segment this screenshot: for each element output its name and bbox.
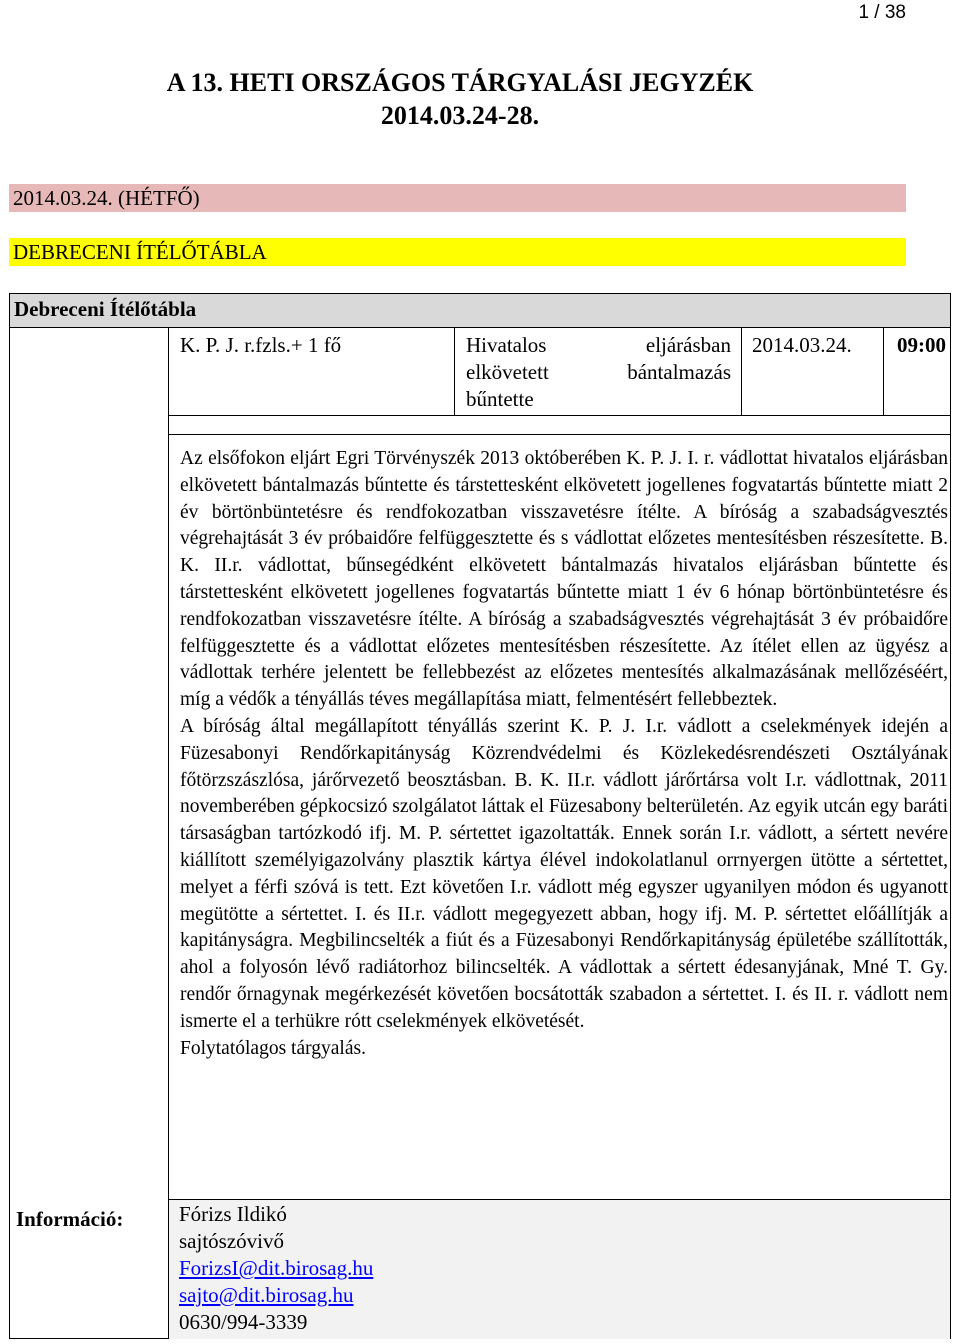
charge-text-right	[570, 332, 731, 386]
hearing-table	[9, 293, 951, 1339]
info-panel	[169, 1199, 950, 1339]
charge-word: bántalmazás	[627, 360, 731, 384]
date-divider	[741, 327, 742, 415]
left-column-divider	[168, 327, 169, 1339]
hearing-date: 2014.03.24.	[752, 333, 852, 357]
case-parties: K. P. J. r.fzls.+ 1 fő	[180, 333, 342, 357]
charge-word: bűntette	[466, 387, 534, 411]
charge-word: eljárásban	[645, 333, 731, 357]
description-paragraph: Folytatólagos tárgyalás.	[180, 1037, 366, 1059]
court-header: DEBRECENI ÍTÉLŐTÁBLA	[9, 238, 906, 266]
case-row-bottom-line	[168, 415, 950, 416]
page-number: 1 / 38	[858, 2, 906, 23]
day-header: 2014.03.24. (HÉTFŐ)	[9, 184, 906, 212]
document-title	[0, 66, 920, 132]
contact-phone: 0630/994-3339	[179, 1310, 308, 1334]
case-description	[180, 446, 948, 1062]
court-name: Debreceni Ítélőtábla	[10, 294, 950, 328]
contact-email-link[interactable]: ForizsI@dit.birosag.hu	[179, 1256, 374, 1280]
info-label: Információ:	[16, 1207, 124, 1231]
hearing-time: 09:00	[897, 333, 946, 357]
charge-word: elkövetett	[466, 360, 549, 384]
contact-role: sajtószóvivő	[179, 1229, 284, 1253]
description-top-line	[168, 434, 950, 435]
title-line-2: 2014.03.24-28.	[380, 101, 540, 130]
charge-text-left	[466, 332, 549, 413]
description-paragraph: Az elsőfokon eljárt Egri Törvényszék 2013 októberében K. P. J. I. r. vádlottat hivatalos eljárásban elkövetett bántalmazás bűntette és társtettesként elkövetett jogellenes fogvatartás bűntette miatt 2 év börtönbüntetésre és rendfokozatban visszavetésre ítélte. A bíróság a szabadságvesztés végrehajtását 3 év próbaidőre felfüggesztette és s vádlottat előzetes mentesítésben részesítette. B. K. II.r. vádlottat, bűnsegédként elkövetett bántalmazás hivatalos eljárásban bűntette és társtettesként elkövetett jogellenes fogvatartás bűntette miatt 1 év 6 hónap börtönbüntetésre és rendfokozatban visszavetésre ítélte. A bíróság a szabadságvesztés végrehajtását 3 év próbaidőre felfüggesztette és a vádlottat előzetes mentesítésben részesítette. Az ítélet ellen az ügyész a vádlottak terhére jelentett be fellebbezést az előzetes mentesítés alkalmazásának mellőzéséért, míg a védők a tényállás téves megállapítása miatt, felmentésért fellebbeztek.	[180, 448, 948, 711]
title-line-1: A 13. HETI ORSZÁGOS TÁRGYALÁSI JEGYZÉK	[166, 68, 754, 97]
contact-name: Fórizs Ildikó	[179, 1202, 287, 1226]
press-email-link[interactable]: sajto@dit.birosag.hu	[179, 1283, 354, 1307]
charge-divider	[454, 327, 455, 415]
time-divider	[883, 327, 884, 415]
charge-word: Hivatalos	[466, 333, 547, 357]
description-paragraph: A bíróság által megállapított tényállás szerint K. P. J. I.r. vádlott a cselekmények idején a Füzesabonyi Rendőrkapitányság Közrendvédelmi és Közlekedésrendészeti Osztályának főtörzszászlósa, járőrvezető beosztásban. B. K. II.r. vádlott járőrtársa volt I.r. vádlottnak, 2011 novemberében gépkocsizó szolgálatot láttak el Füzesabony belterületén. Az egyik utcán egy baráti társaságban tartózkodó ifj. M. P. sértettet igazoltatták. Ennek során I.r. vádlott, a sértett nevére kiállított személyigazolvány plasztik kártya élével indokolatlanul orrnyergen ütötte a sértettet, melyet a férfi szóvá is tett. Ezt követően I.r. vádlott még egyszer ugyanilyen módon és ugyanott megütötte a sértettet. I. és II.r. vádlott megegyezett abban, hogy ifj. M. P. sértettet előállítják a kapitányságra. Megbilincselték a fiút és a Füzesabonyi Rendőrkapitányság épületébe szállították, ahol a folyosón lévő radiátorhoz bilincselték. A vádlottak a sértett édesanyjának, Mné T. Gy. rendőr őrnagynak megérkezését követően bocsátották szabadon a sértettet. I. és II. r. vádlott nem ismerte el a terhükre rótt cselekmények elkövetését.	[180, 715, 948, 1032]
